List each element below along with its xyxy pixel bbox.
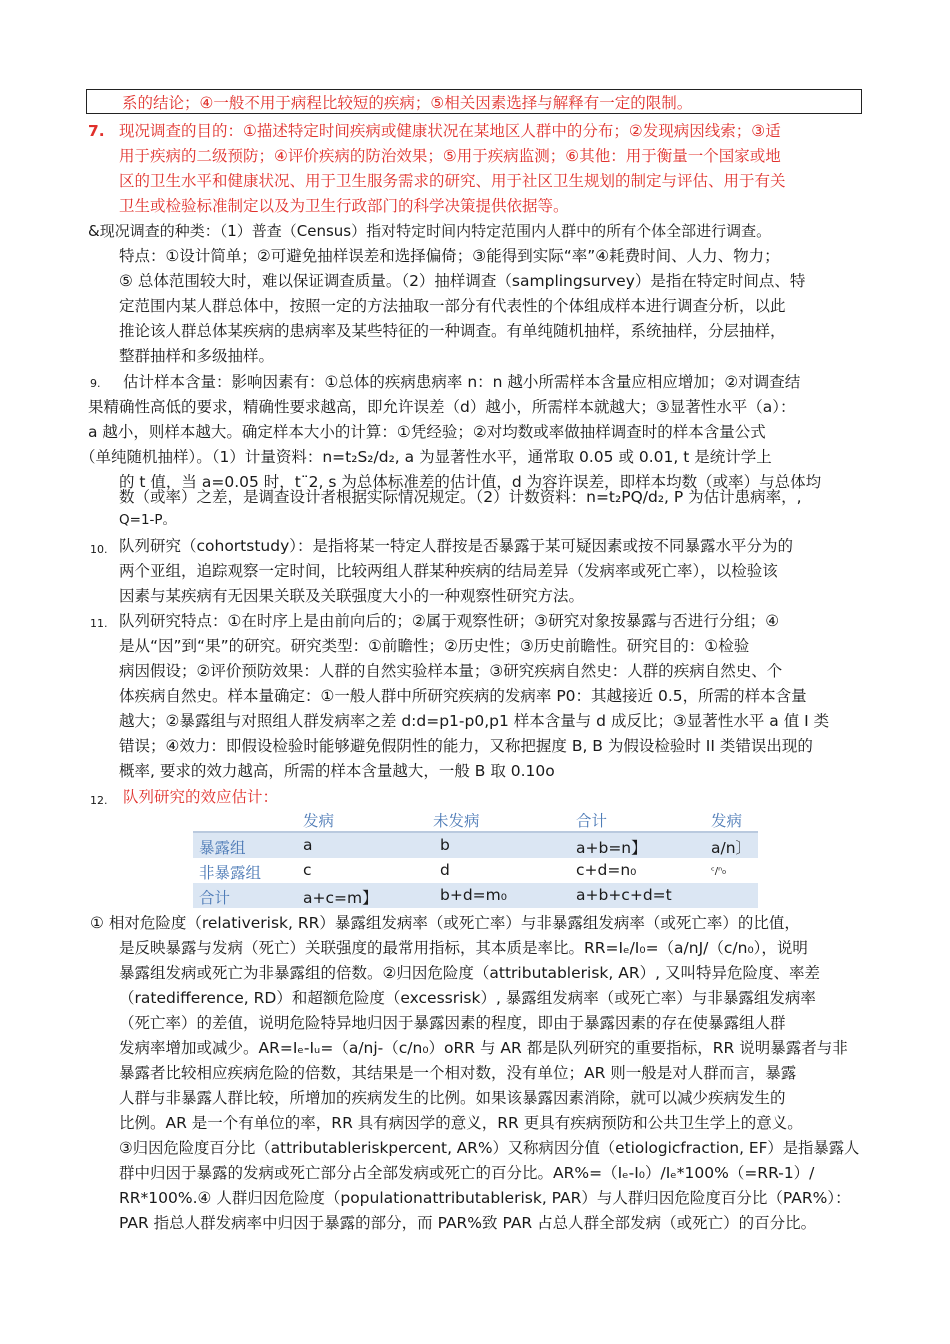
text-line: 的 t 值，当 a=0.05 时，t¨2, s 为总体标准差的估计值，d 为容许误差，即样本均数（或率）与总体均 xyxy=(119,473,822,491)
table-row xyxy=(193,858,758,883)
header-cell: 发病 xyxy=(303,812,335,830)
row-label: 非暴露组 xyxy=(199,864,262,882)
text-line: 果精确性高低的要求，精确性要求越高，即允许误差（d）越小，所需样本就越大；③显著性水平（a）： xyxy=(88,398,796,416)
text-line: a 越小，则样本越大。确定样本大小的计算：①凭经验；②对均数或率做抽样调查时的样本含量公式 xyxy=(88,423,766,441)
text-line: 队列研究（cohortstudy）：是指将某一特定人群按是否暴露于某可疑因素或按不同暴露水平分为的 xyxy=(119,537,794,555)
text-line: 估计样本含量：影响因素有：①总体的疾病患病率 n：n 越小所需样本含量应相应增加；②对调查结 xyxy=(123,373,801,391)
table-cell: ᶜ/ⁿ₀ xyxy=(711,866,727,877)
text-line: 体疾病自然史。样本量确定：①一般人群中所研究疾病的发病率 P0：其越接近 0.5，所需的样本含量 xyxy=(119,687,807,705)
text-line: 区的卫生水平和健康状况、用于卫生服务需求的研究、用于社区卫生规划的制定与评估、用于有关 xyxy=(119,172,786,190)
header-cell: 未发病 xyxy=(433,812,480,830)
table-cell: b+d=m₀ xyxy=(440,886,507,904)
header-cell: 发病 xyxy=(711,812,743,830)
text-line: 推论该人群总体某疾病的患病率及某些特征的一种调查。有单纯随机抽样，系统抽样，分层抽样， xyxy=(119,322,786,340)
text-line: （死亡率）的差值，说明危险特异地归因于暴露因素的程度，即由于暴露因素的存在使暴露组人群 xyxy=(119,1014,786,1032)
text-line: 群中归因于暴露的发病或死亡部分占全部发病或死亡的百分比。AR%=（Iₑ-I₀）/Iₑ*100%（=RR-1）/ xyxy=(119,1164,815,1182)
item-number: 12. xyxy=(90,794,108,807)
text-line: 数（或率）之差，是调查设计者根据实际情况规定。（2）计数资料：n=t₂PQ/d₂, P 为估计患病率，, xyxy=(119,488,802,506)
table-cell: a+c=m】 xyxy=(303,889,378,907)
text-line: 暴露者比较相应疾病危险的倍数，其结果是一个相对数，没有单位；AR 则一般是对人群而言，暴露 xyxy=(119,1064,797,1082)
text-line: 人群与非暴露人群比较，所增加的疾病发生的比例。如果该暴露因素消除，就可以减少疾病发生的 xyxy=(119,1089,786,1107)
row-label: 暴露组 xyxy=(199,839,246,857)
text-line: 越大；②暴露组与对照组人群发病率之差 d:d=p1-p0,p1 样本含量与 d 成反比；③显著性水平 a 值 I 类 xyxy=(119,712,830,730)
text-line: ① 相对危险度（relativerisk, RR）暴露组发病率（或死亡率）与非暴露组发病率（或死亡率）的比值， xyxy=(90,914,800,932)
table-cell: a+b+c+d=t xyxy=(576,886,672,904)
text-line: 定范围内某人群总体中，按照一定的方法抽取一部分有代表性的个体组成样本进行调查分析，以此 xyxy=(119,297,786,315)
text-line: RR*100%.④ 人群归因危险度（populationattributablerisk, PAR）与人群归因危险度百分比（PAR%）： xyxy=(119,1189,851,1207)
text-line: 现况调查的目的：①描述特定时间疾病或健康状况在某地区人群中的分布；②发现病因线索；③适 xyxy=(119,122,781,140)
item-number: 10. xyxy=(90,543,108,556)
table-cell: c+d=n₀ xyxy=(576,861,637,879)
table-header xyxy=(193,808,758,833)
text-line: 系的结论；④一般不用于病程比较短的疾病；⑤相关因素选择与解释有一定的限制。 xyxy=(122,94,693,112)
text-line: 因素与某疾病有无因果关联及关联强度大小的一种观察性研究方法。 xyxy=(119,587,585,605)
table-cell: a/n〕 xyxy=(711,839,752,857)
text-line: 概率, 要求的效力越高，所需的样本含量越大，一般 B 取 0.10o xyxy=(119,762,555,780)
text-line: 特点：①设计简单；②可避免抽样误差和选择偏倚；③能得到实际“率”④耗费时间、人力、物力； xyxy=(119,247,780,265)
text-line: 是反映暴露与发病（死亡）关联强度的最常用指标，其本质是率比。RR=Iₑ/I₀=（a/nJ/（c/n₀），说明 xyxy=(119,939,808,957)
text-line: 卫生或检验标准制定以及为卫生行政部门的科学决策提供依据等。 xyxy=(119,197,569,215)
text-line: 暴露组发病或死亡为非暴露组的倍数。②归因危险度（attributablerisk, AR）, 又叫特异危险度、率差 xyxy=(119,964,820,982)
text-line: 错误；④效力：即假设检验时能够避免假阴性的能力，又称把握度 B, B 为假设检验时 II 类错误出现的 xyxy=(119,737,813,755)
item-number: 11. xyxy=(90,617,108,630)
text-line: 比例。AR 是一个有单位的率，RR 具有病因学的意义，RR 更具有疾病预防和公共卫生学上的意义。 xyxy=(119,1114,803,1132)
text-line: PAR 指总人群发病率中归因于暴露的部分，而 PAR%致 PAR 占总人群全部发病（或死亡）的百分比。 xyxy=(119,1214,817,1232)
table-row xyxy=(193,883,758,908)
text-line: 两个亚组，追踪观察一定时间，比较两组人群某种疾病的结局差异（发病率或死亡率），以检验该 xyxy=(119,562,778,580)
text-line: ③归因危险度百分比（attributableriskpercent, AR%）又称病因分值（etiologicfraction, EF）是指暴露人 xyxy=(119,1139,860,1157)
table-cell: b xyxy=(440,836,450,854)
cohort-table xyxy=(193,808,758,908)
table-cell: a xyxy=(303,836,313,854)
item-number: 7. xyxy=(88,122,105,140)
table-cell: a+b=n】 xyxy=(576,839,647,857)
text-line: 用于疾病的二级预防；④评价疾病的防治效果；⑤用于疾病监测；⑥其他：用于衡量一个国家或地 xyxy=(119,147,781,165)
row-label: 合计 xyxy=(199,889,231,907)
text-line: 发病率增加或减少。AR=Iₑ-Iᵤ=（a/nj-（c/n₀）oRR 与 AR 都是队列研究的重要指标，RR 说明暴露者与非 xyxy=(119,1039,848,1057)
text-line: 是从“因”到“果”的研究。研究类型：①前瞻性；②历史性；③历史前瞻性。研究目的：①检验 xyxy=(119,637,750,655)
text-line: ⑤ 总体范围较大时，难以保证调查质量。（2）抽样调查（samplingsurvey）是指在特定时间点、特 xyxy=(119,272,806,290)
text-line: 整群抽样和多级抽样。 xyxy=(119,347,275,365)
text-line: （单纯随机抽样）。（1）计量资料：n=t₂S₂/d₂, a 为显著性水平，通常取 0.05 或 0.01, t 是统计学上 xyxy=(80,448,772,466)
text-line: 队列研究特点：①在时序上是由前向后的；②属于观察性研；③研究对象按暴露与否进行分组；④ xyxy=(119,612,780,630)
text-line: &现况调查的种类：（1）普查（Census）指对特定时间内特定范围内人群中的所有个体全部进行调查。 xyxy=(88,222,772,240)
header-cell: 合计 xyxy=(576,812,608,830)
text-line: （ratedifference, RD）和超额危险度（excessrisk）, 暴露组发病率（或死亡率）与非暴露组发病率 xyxy=(119,989,816,1007)
table-row xyxy=(193,833,758,858)
text-line: Q=1-P。 xyxy=(119,512,177,528)
item-number: 9. xyxy=(90,377,101,390)
table-cell: d xyxy=(440,861,450,879)
table-cell: c xyxy=(303,861,312,879)
text-line: 病因假设；②评价预防效果：人群的自然实验样本量；③研究疾病自然史：人群的疾病自然史、个 xyxy=(119,662,783,680)
section-heading: 队列研究的效应估计： xyxy=(123,788,279,806)
